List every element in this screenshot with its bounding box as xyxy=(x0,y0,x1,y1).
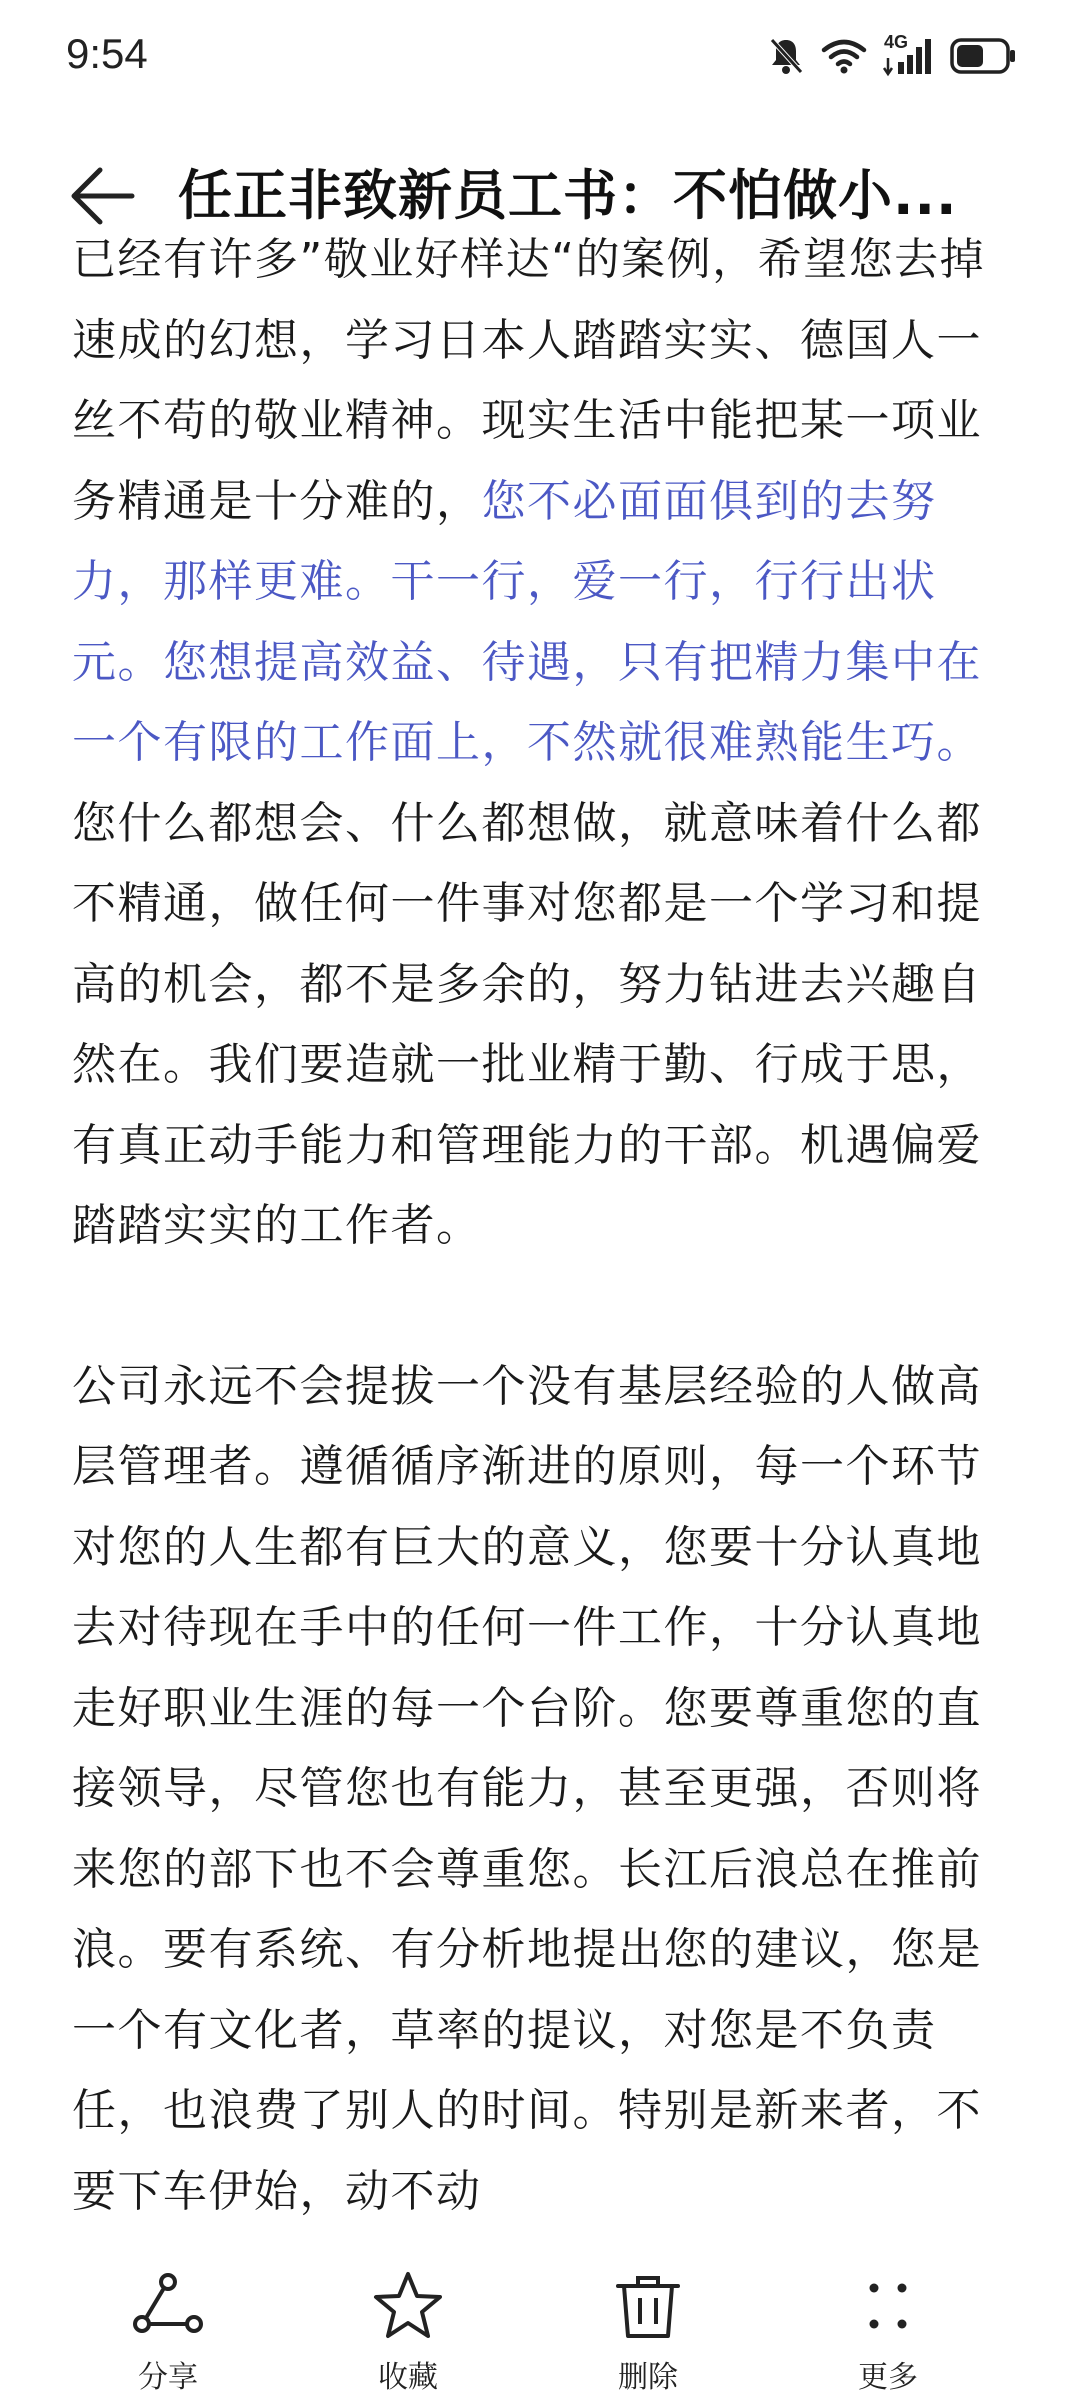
more-button[interactable] xyxy=(808,2240,968,2395)
status-bar xyxy=(0,0,1080,110)
article-text xyxy=(72,220,992,2232)
signal-bars-icon xyxy=(884,36,932,76)
paragraph-1-text-b: 您什么都想会、什么都想做，就意味着什么都不精通，做任何一件事对您都是一个学习和提高的机会，都不是多余的，努力钻进去兴趣自然在。我们要造就一批业精于勤、行成于思，有真正动手能力和管理能力的干部。机遇偏爱踏踏实实的工作者。 xyxy=(72,797,982,1251)
network-type: 4G xyxy=(884,32,909,52)
highlighted-text[interactable]: 您不必面面俱到的去努力，那样更难。干一行，爱一行，行行出状元。您想提高效益、待遇，只有把精力集中在一个有限的工作面上，不然就很难熟能生巧。 xyxy=(72,475,982,768)
share-button[interactable] xyxy=(88,2240,248,2395)
delete-button[interactable] xyxy=(568,2240,728,2395)
wifi-icon xyxy=(822,38,866,74)
paragraph-1-text-a: 已经有许多”敬业好样达“的案例，希望您去掉速成的幻想，学习日本人踏踏实实、德国人一丝不苟的敬业精神。现实生活中能把某一项业务精通是十分难的， xyxy=(72,234,986,527)
cellular-signal xyxy=(884,32,932,76)
bottom-action-bar xyxy=(0,2240,1080,2403)
mute-bell-icon xyxy=(768,36,804,76)
share-label: 分享 xyxy=(138,2360,198,2395)
favorite-button[interactable] xyxy=(328,2240,488,2395)
article-paragraph-2: 公司永远不会提拔一个没有基层经验的人做高层管理者。遵循循序渐进的原则，每一个环节对您的人生都有巨大的意义，您要十分认真地去对待现在手中的任何一件工作，十分认真地走好职业生涯的每一个台阶。您要尊重您的直接领导，尽管您也有能力，甚至更强，否则将来您的部下也不会尊重您。长江后浪总在推前浪。要有系统、有分析地提出您的建议，您是一个有文化者，草率的提议，对您是不负责任，也浪费了别人的时间。特别是新来者，不要下车伊始，动不动 xyxy=(72,1360,982,2217)
battery-icon xyxy=(950,38,1016,74)
status-time: 9:54 xyxy=(66,30,148,77)
trash-icon xyxy=(610,2268,686,2344)
page-title: 任正非致新员工书：不怕做小... xyxy=(178,164,958,227)
status-icons xyxy=(768,34,1016,78)
star-icon xyxy=(370,2268,446,2344)
more-label: 更多 xyxy=(858,2360,918,2395)
favorite-label: 收藏 xyxy=(378,2360,438,2395)
share-icon xyxy=(130,2268,206,2344)
more-dots-icon xyxy=(850,2268,926,2344)
article-body[interactable] xyxy=(0,234,1080,2222)
article-paragraph-1 xyxy=(72,220,992,1267)
delete-label: 删除 xyxy=(618,2360,678,2395)
